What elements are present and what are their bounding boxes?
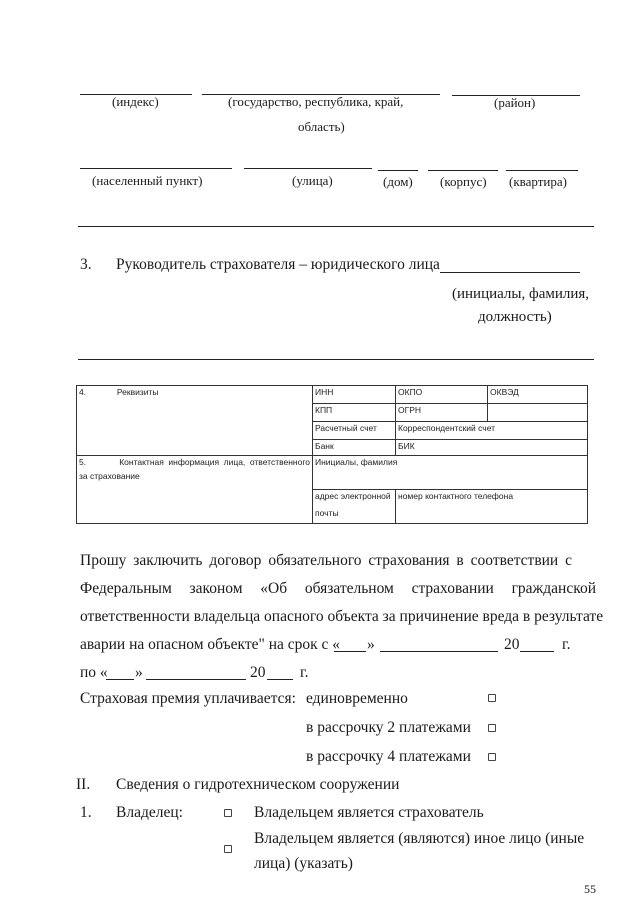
request-line-1: Прошу заключить договор обязательного страхования в соответствии с [80,552,572,569]
owner-other-checkbox[interactable] [224,845,232,853]
okpo-cell: ОКПО [396,386,488,404]
inn-cell: ИНН [313,386,396,404]
premium-four-checkbox[interactable] [488,753,496,761]
request-line-2: Федеральным законом «Об обязательном страховании гражданской [80,580,596,597]
bank-cell: Банк [313,440,396,456]
owner-self-checkbox[interactable] [224,809,232,817]
index-caption: (индекс) [112,94,159,109]
head-extra-line [78,359,594,360]
request-line-5-start: по « [80,664,108,681]
date-to-g: г. [300,664,309,681]
head-label: Руководитель страхователя – юридического лица [116,256,440,273]
head-hint-2: должность) [478,309,552,325]
building-caption: (корпус) [440,174,487,189]
date-from-quote: » [367,636,375,653]
state-caption: (государство, республика, край, [228,94,404,109]
email-cell [313,490,396,524]
date-to-quote: » [135,664,143,681]
account-cell: Расчетный счет [313,422,396,440]
date-from-year: 20 [504,636,520,653]
kpp-cell: КПП [313,404,396,422]
date-to-year: 20 [250,664,266,681]
section2-number: II. [76,776,91,793]
owner-self-label: Владельцем является страхователь [254,804,484,821]
head-number: 3. [80,256,92,273]
house-caption: (дом) [383,174,413,189]
corr-account-cell: Корреспондентский счет [396,422,588,440]
ogrn-cell: ОГРН [396,404,488,422]
row4-number: 4. [79,387,87,397]
apartment-caption: (квартира) [509,174,567,189]
premium-label: Страховая премия уплачивается: [80,690,296,707]
locality-caption: (населенный пункт) [92,173,203,188]
date-to-day-line [106,679,134,680]
locality-line [80,168,232,169]
date-to-month-line [146,679,246,680]
section2-title: Сведения о гидротехническом сооружении [116,776,400,793]
building-line [428,170,498,171]
row5-number: 5. [79,457,87,467]
row4-label: Реквизиты [116,387,159,397]
district-caption: (район) [494,95,536,110]
premium-once-label: единовременно [306,690,408,707]
email-label-1: адрес электронной [315,491,391,501]
apartment-line [506,170,578,171]
row5-label-2: за страхование [79,471,140,481]
premium-once-checkbox[interactable] [488,694,496,702]
head-hint-1: (инициалы, фамилия, [452,286,590,302]
date-to-year-line [267,679,293,680]
request-line-4-start: аварии на опасном объекте" на срок с « [80,636,341,653]
okved-cell: ОКВЭД [488,386,588,404]
premium-four-label: в рассрочку 4 платежами [306,748,471,765]
date-from-g: г. [562,636,571,653]
owner-label: Владелец: [116,804,183,821]
page-number: 55 [584,882,596,896]
street-caption: (улица) [292,173,333,188]
requisites-table [76,385,588,524]
contact-label-cell [77,456,313,524]
row5-label: Контактная информация лица, ответственного [119,457,310,467]
date-from-month-line [380,651,498,652]
email-label-2: почты [315,508,339,518]
address-extra-line [78,226,594,227]
phone-cell: номер контактного телефона [396,490,588,524]
initials-cell: Инициалы, фамилия [313,456,588,490]
premium-two-checkbox[interactable] [488,724,496,732]
owner-other-label-2: лица) (указать) [254,855,353,872]
premium-two-label: в рассрочку 2 платежами [306,719,471,736]
owner-number: 1. [80,804,92,821]
region-caption: область) [298,119,345,134]
house-line [378,170,418,171]
owner-other-label-1: Владельцем является (являются) иное лицо (иные [254,830,585,847]
request-line-3: ответственности владельца опасного объекта за причинение вреда в результате [80,608,604,625]
head-fill-line [440,272,580,273]
requisites-label-cell [77,386,313,456]
date-from-year-line [520,651,554,652]
ogrn-value-cell [488,404,588,422]
date-from-day-line [334,651,366,652]
bik-cell: БИК [396,440,588,456]
street-line [244,168,372,169]
